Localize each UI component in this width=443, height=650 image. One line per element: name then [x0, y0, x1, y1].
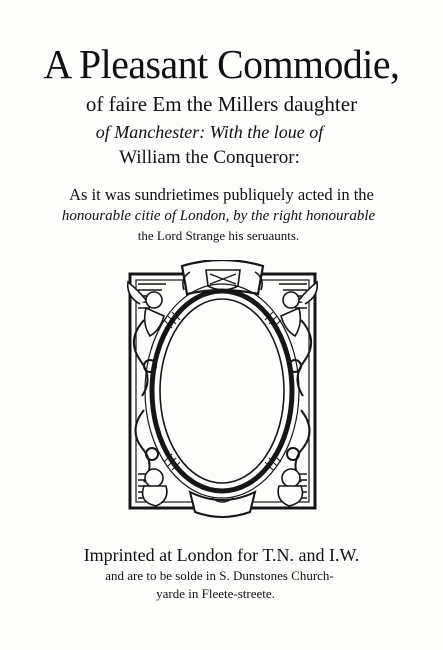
subtitle-line-1: of faire Em the Millers daughter	[85, 92, 358, 116]
performance-note-line-1: As it was sundrietimes publiquely acted in the	[69, 185, 374, 204]
play-title: A Pleasant Commodie,	[43, 41, 400, 87]
imprint-line-1: Imprinted at London for T.N. and I.W.	[83, 545, 360, 565]
woodcut-cartouche-ornament	[120, 260, 325, 522]
performance-note-line-3: the Lord Strange his seruaunts.	[137, 228, 300, 243]
imprint-line-2: and are to be solde in S. Dunstones Church-	[105, 568, 334, 583]
performance-note-line-2: honourable citie of London, by the right honourable	[61, 208, 376, 224]
subtitle-line-2: of Manchester: With the loue of	[95, 122, 324, 142]
imprint-line-3: yarde in Fleete-streete.	[156, 586, 275, 601]
subtitle-line-3: William the Conqueror:	[119, 147, 300, 168]
